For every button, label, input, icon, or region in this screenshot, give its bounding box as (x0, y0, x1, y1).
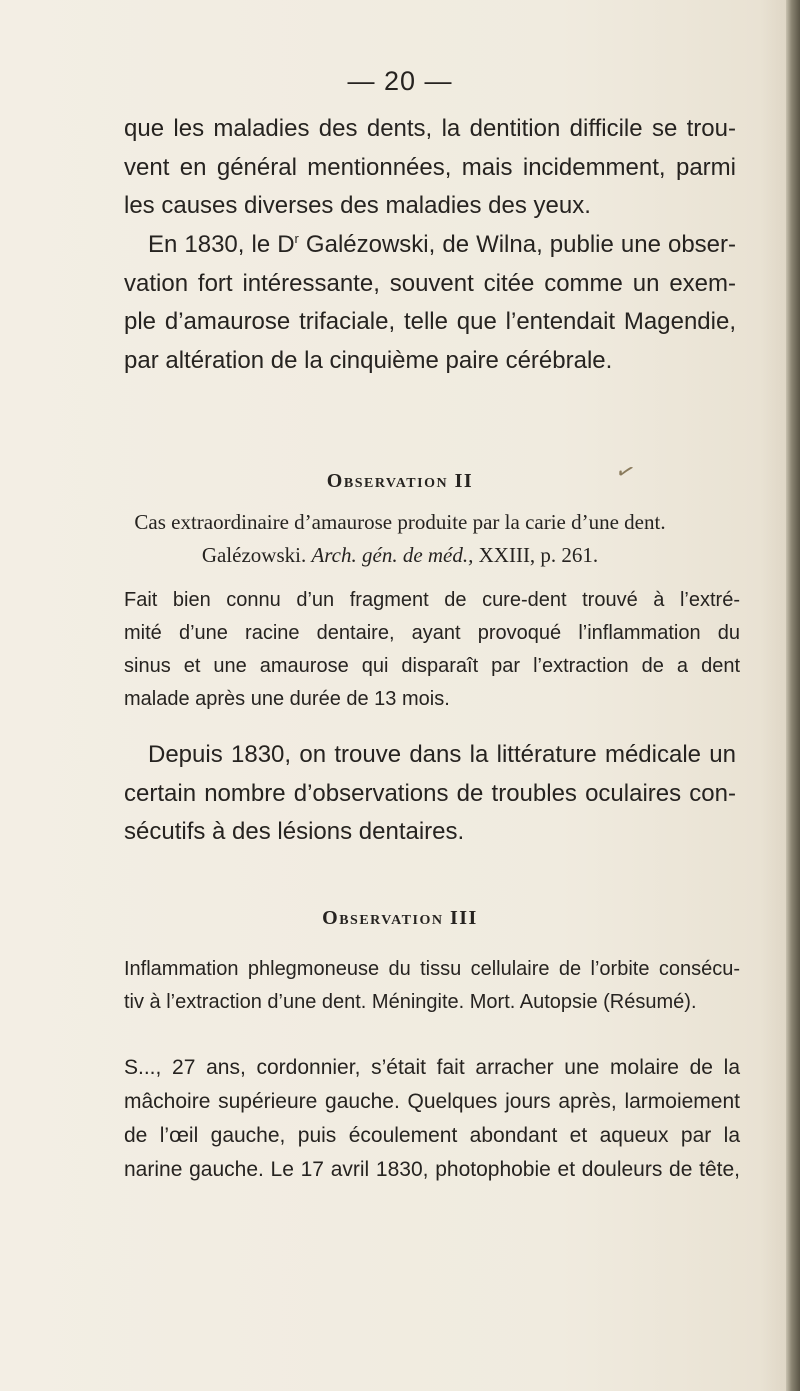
summary-line: Cas extraordinaire d’amaurose produite par la carie d’une dent. (134, 510, 666, 534)
ink-mark: ✓ (612, 457, 639, 488)
paragraph-galezowski (124, 226, 736, 380)
summary-line: Galézowski. Arch. gén. de méd., XXIII, p. 261. (201, 543, 599, 567)
text-line: narine gauche. Le 17 avril 1830, photophobie et douleurs de tête, (124, 1158, 740, 1181)
paragraph-depuis-1830 (124, 736, 736, 852)
text-line: malade après une durée de 13 mois. (124, 688, 450, 710)
observation-3-summary (124, 953, 740, 1019)
text-line: Fait bien connu d’un fragment de cure-dent trouvé à l’extré- (124, 589, 740, 611)
text-line: certain nombre d’observations de troubles oculaires con- (124, 779, 736, 807)
text-line: les causes diverses des maladies des yeux. (124, 192, 591, 219)
summary-line: tiv à l’extraction d’une dent. Méningite. Mort. Autopsie (Résumé). (124, 991, 697, 1013)
observation-3-text (124, 1051, 740, 1187)
text-line: mité d’une racine dentaire, ayant provoqué l’inflammation du (124, 622, 740, 644)
text-line: En 1830, le $D^r$ Galézowski, de Wilna, publie une obser- (148, 231, 736, 258)
text-line: que les maladies des dents, la dentition difficile se trou- (124, 115, 736, 142)
text-line: ple d’amaurose trifaciale, telle que l’entendait Magendie, (124, 308, 736, 335)
text-line: sécutifs à des lésions dentaires. (124, 818, 465, 845)
paragraph-dentition (124, 110, 736, 226)
observation-2-text (124, 584, 740, 716)
text-line: sinus et une amaurose qui disparaît par l’extraction de a dent (124, 655, 740, 677)
text-line: S..., 27 ans, cordonnier, s’était fait arracher une molaire de la (124, 1056, 740, 1079)
observation-2-summary (0, 506, 800, 572)
summary-line: Inflammation phlegmoneuse du tissu cellulaire de l’orbite consécu- (124, 958, 740, 980)
page-number: — 20 — (347, 66, 453, 96)
text-line: vation fort intéressante, souvent citée comme un exem- (124, 269, 736, 297)
observation-2-heading: Observation II (326, 470, 474, 492)
text-line: vent en général mentionnées, mais incidemment, parmi (124, 153, 736, 181)
text-line: mâchoire supérieure gauche. Quelques jours après, larmoiement (124, 1090, 740, 1113)
text-line: Depuis 1830, on trouve dans la littérature médicale un (148, 741, 736, 768)
page-edge (786, 0, 800, 1391)
observation-3-heading: Observation III (322, 907, 478, 929)
text-line: par altération de la cinquième paire cérébrale. (124, 346, 613, 374)
text-line: de l’œil gauche, puis écoulement abondant et aqueux par la (124, 1124, 740, 1147)
